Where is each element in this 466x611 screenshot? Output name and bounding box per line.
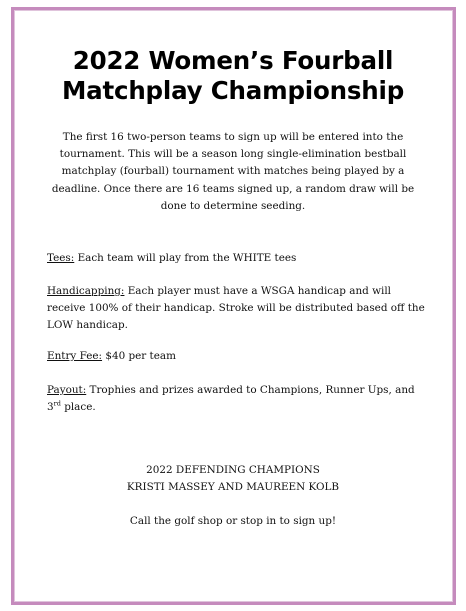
entry-fee-label: Entry Fee: [47,350,103,362]
champions-block [0,462,466,496]
handicapping-section [47,283,425,335]
intro-line: The first 16 two-person teams to sign up will be entered into the [62,131,404,143]
tees-label: Tees: [47,252,75,264]
champions-names: KRISTI MASSEY AND MAUREEN KOLB [126,481,340,494]
handicapping-line-1: Each player must have a WSGA handicap and will [124,285,391,297]
handicapping-label: Handicapping: [47,285,125,297]
intro-line: done to determine seeding. [160,199,306,212]
title-line-1: 2022 Women’s Fourball [72,46,394,75]
title-line-2: Matchplay Championship [61,76,405,105]
call-to-action: Call the golf shop or stop in to sign up! [129,515,337,527]
payout-label: Payout: [47,384,87,396]
entry-fee-text: $40 per team [102,350,176,362]
payout-ordinal-number: 3 [47,401,54,414]
payout-line-1: Trophies and prizes awarded to Champions, Runner Ups, and [86,384,415,396]
payout-ordinal-suffix: rd [53,399,61,408]
page-title [0,46,466,106]
entry-fee-section [47,348,425,365]
intro-line: matchplay (fourball) tournament with matches being played by a [61,165,405,178]
tees-section [47,250,425,267]
handicapping-line-2: receive 100% of their handicap. Stroke will be distributed based off the [47,302,425,315]
payout-line-2: place. [60,401,96,414]
tees-text: Each team will play from the WHITE tees [74,252,297,264]
intro-line: tournament. This will be a season long single-elimination bestball [59,148,407,161]
champions-heading: 2022 DEFENDING CHAMPIONS [146,464,320,476]
intro-line: deadline. Once there are 16 teams signed up, a random draw will be [51,182,415,195]
payout-section [47,382,425,416]
handicapping-line-3: LOW handicap. [47,319,128,332]
intro-paragraph [50,129,416,215]
